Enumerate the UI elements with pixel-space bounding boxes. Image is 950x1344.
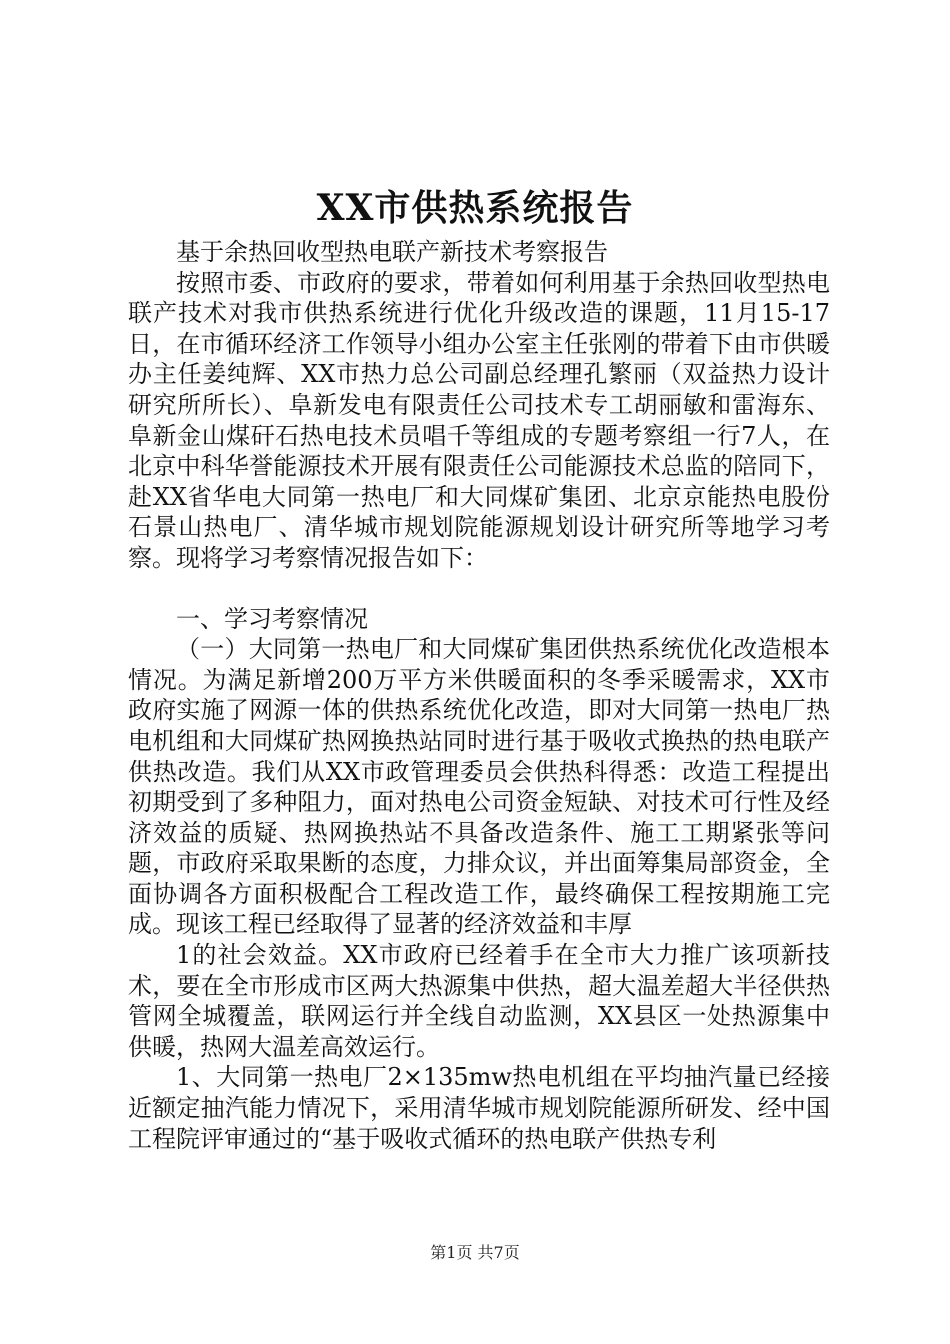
document-body [128,237,830,1154]
document-title: XX市供热系统报告 [316,187,634,229]
intro-paragraph: 按照市委、市政府的要求，带着如何利用基于余热回收型热电联产技术对我市供热系统进行优化升级改造的课题，11月15-17日，在市循环经济工作领导小组办公室主任张刚的带着下由市供暖办主任姜纯辉、XX市热力总公司副总经理孔繁丽（双益热力设计研究所所长）、阜新发电有限责任公司技术专工胡丽敏和雷海东、阜新金山煤矸石热电技术员唱千等组成的专题考察组一行7人，在北京中科华誉能源技术开展有限责任公司能源技术总监的陪同下，赴XX省华电大同第一热电厂和大同煤矿集团、北京京能热电股份石景山热电厂、清华城市规划院能源规划设计研究所等地学习考察。现将学习考察情况报告如下： [128,268,830,572]
section-paragraph: 1、大同第一热电厂2×135mw热电机组在平均抽汽量已经接近额定抽汽能力情况下，采用清华城市规划院能源所研发、经中国工程院评审通过的“基于吸收式循环的热电联产供热专利 [128,1063,830,1153]
section-paragraph: 1的社会效益。XX市政府已经着手在全市大力推广该项新技术，要在全市形成市区两大热源集中供热，超大温差超大半径供热管网全城覆盖，联网运行并全线自动监测，XX县区一处热源集中供暖，热网大温差高效运行。 [128,941,830,1061]
document-subtitle: 基于余热回收型热电联产新技术考察报告 [176,238,608,266]
section-heading: 一、学习考察情况 [176,604,368,633]
section-paragraph: （一）大同第一热电厂和大同煤矿集团供热系统优化改造根本情况。为满足新增200万平方米供暖面积的冬季采暖需求，XX市政府实施了网源一体的供热系统优化改造，即对大同第一热电厂热电机组和大同煤矿热网换热站同时进行基于吸收式换热的热电联产供热改造。我们从XX市政管理委员会供热科得悉：改造工程提出初期受到了多种阻力，面对热电公司资金短缺、对技术可行性及经济效益的质疑、热网换热站不具备改造条件、施工工期紧张等问题，市政府采取果断的态度，力排众议，并出面筹集局部资金，全面协调各方面积极配合工程改造工作，最终确保工程按期施工完成。现该工程已经取得了显著的经济效益和丰厚 [128,635,830,939]
paragraph-spacer [128,574,830,604]
page-number: 第1页 共7页 [430,1243,520,1262]
